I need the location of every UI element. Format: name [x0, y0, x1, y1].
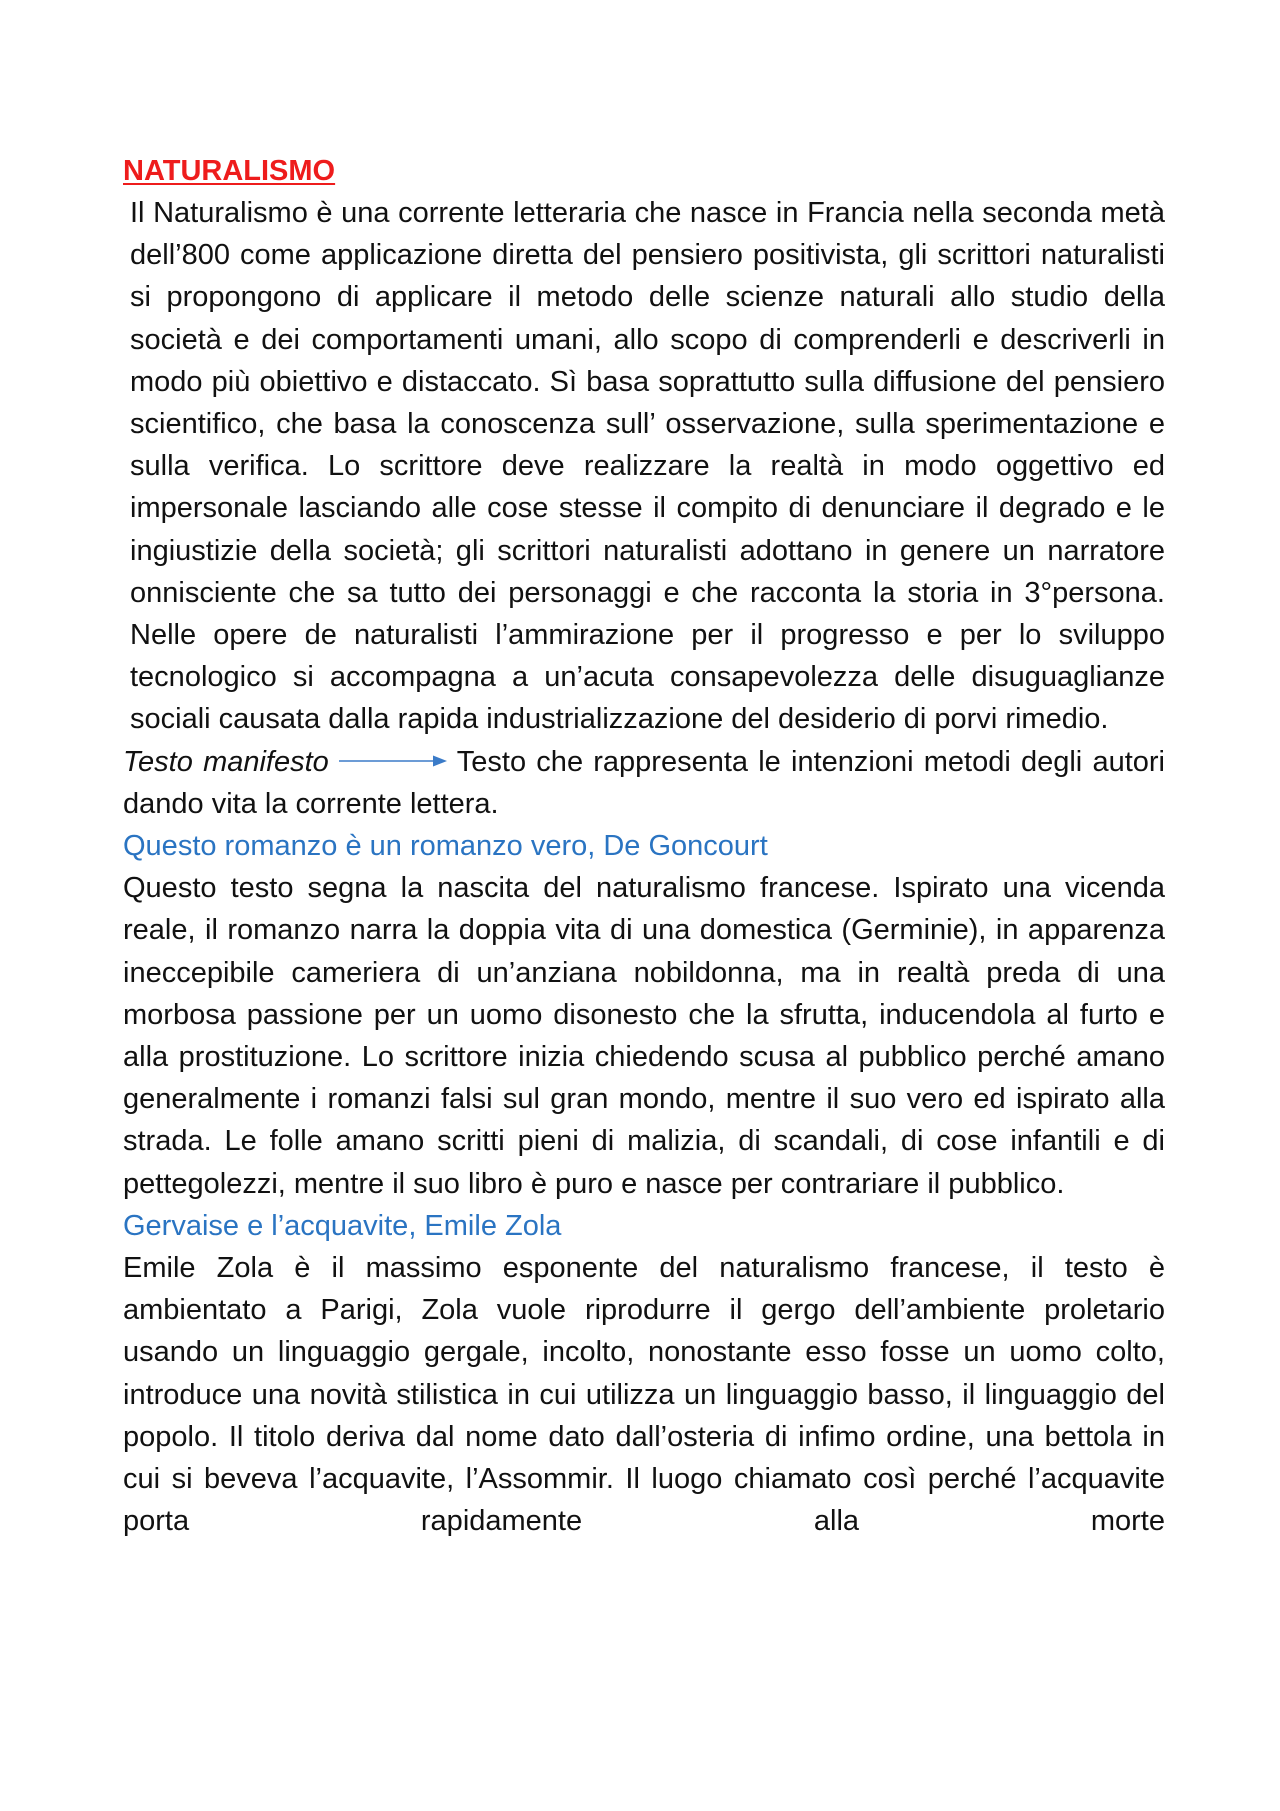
manifesto-term: Testo manifesto	[123, 745, 329, 778]
document-title: NATURALISMO	[123, 155, 336, 187]
document-page	[123, 150, 1165, 1543]
section-body-goncourt: Questo testo segna la nascita del naturalismo francese. Ispirato una vicenda reale, il romanzo narra la doppia vita di una domestica (Germinie), in apparenza ineccepibile cameriera di un’anziana nobildonna, ma in realtà preda di una morbosa passione per un uomo disonesto che la sfrutta, inducendola al furto e alla prostituzione. Lo scrittore inizia chiedendo scusa al pubblico perché amano generalmente i romanzi falsi sul gran mondo, mentre il suo vero ed ispirato alla strada. Le folle amano scritti pieni di malizia, di scandali, di cose infantili e di pettegolezzi, mentre il suo libro è puro e nasce per contrariare il pubblico.	[123, 872, 1165, 1200]
intro-paragraph: Il Naturalismo è una corrente letteraria che nasce in Francia nella seconda metà dell’800 come applicazione diretta del pensiero positivista, gli scrittori naturalisti si propongono di applicare il metodo delle scienze naturali allo studio della società e dei comportamenti umani, allo scopo di comprenderli e descriverli in modo più obiettivo e distaccato. Sì basa soprattutto sulla diffusione del pensiero scientifico, che basa la conoscenza sull’ osservazione, sulla sperimentazione e sulla verifica. Lo scrittore deve realizzare la realtà in modo oggettivo ed impersonale lasciando alle cose stesse il compito di denunciare il degrado e le ingiustizie della società; gli scrittori naturalisti adottano in genere un narratore onnisciente che sa tutto dei personaggi e che racconta la storia in 3°persona. Nelle opere de naturalisti l’ammirazione per il progresso e per lo sviluppo tecnologico si accompagna a un’acuta consapevolezza delle disuguaglianze sociali causata dalla rapida industrializzazione del desiderio di porvi rimedio.	[130, 197, 1165, 736]
section-body-zola: Emile Zola è il massimo esponente del naturalismo francese, il testo è ambientato a Parigi, Zola vuole riprodurre il gergo dell’ambiente proletario usando un linguaggio gergale, incolto, nonostante esso fosse un uomo colto, introduce una novità stilistica in cui utilizza un linguaggio basso, il linguaggio del popolo. Il titolo deriva dal nome dato dall’osteria di infimo ordine, una bettola in cui si beveva l’acquavite, l’Assommir. Il luogo chiamato così perché l’acquavite porta rapidamente alla morte	[123, 1252, 1165, 1538]
manifesto-definition-text: Testo che rappresenta le intenzioni metodi degli autori dando vita la corrente lettera.	[123, 745, 1165, 820]
right-arrow-icon	[337, 753, 449, 769]
section-heading-zola: Gervaise e l’acquavite, Emile Zola	[123, 1209, 562, 1242]
manifesto-definition	[123, 741, 1165, 825]
section-heading-goncourt: Questo romanzo è un romanzo vero, De Goncourt	[123, 830, 768, 863]
